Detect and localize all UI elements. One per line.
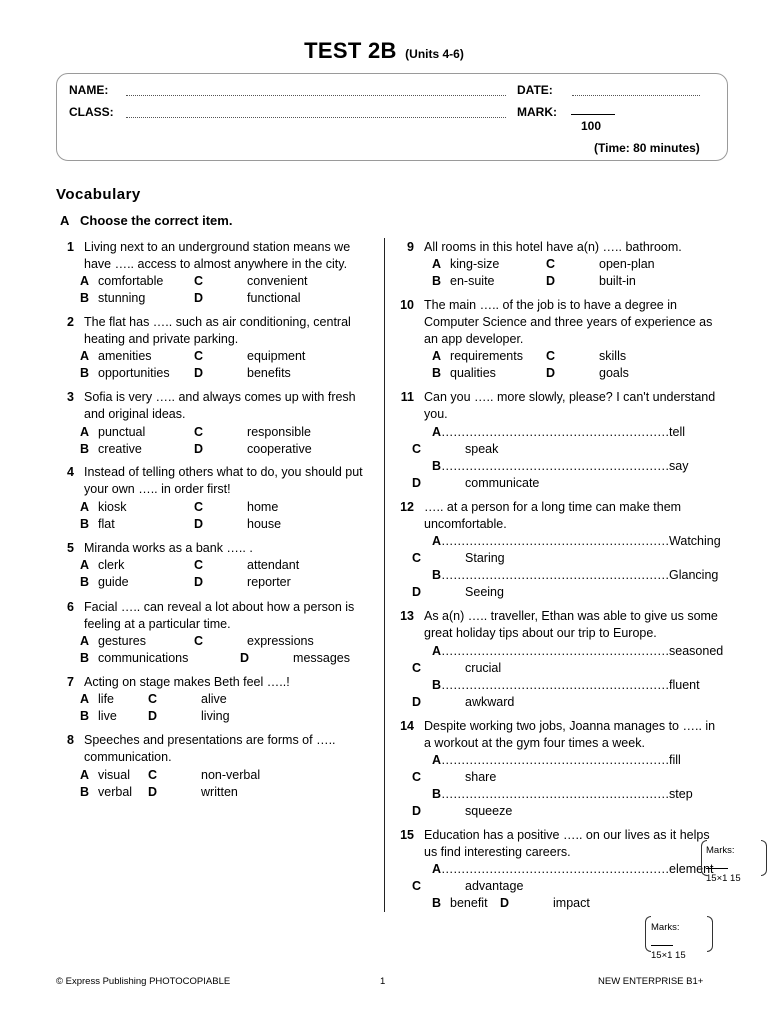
option-a[interactable] (432, 752, 681, 769)
question-number: 6 (67, 600, 74, 614)
option-text: skills (599, 349, 627, 363)
option-letter: C (148, 692, 158, 706)
option-letter: B (432, 459, 442, 473)
question-3 (60, 389, 370, 423)
option-b[interactable] (80, 441, 142, 458)
question-7 (60, 674, 370, 691)
option-a[interactable] (432, 643, 723, 660)
option-letter: B (80, 291, 90, 305)
question-number: 10 (400, 298, 414, 312)
option-text: functional (247, 291, 301, 305)
question-number: 1 (67, 240, 74, 254)
option-b[interactable] (80, 574, 129, 591)
option-text: requirements (450, 349, 523, 363)
option-text: say (669, 459, 689, 473)
option-c[interactable] (546, 256, 655, 273)
option-text: home (247, 500, 279, 514)
option-d[interactable] (412, 803, 512, 820)
option-letter: B (432, 787, 442, 801)
option-letter: A (432, 753, 442, 767)
question-stem: Instead of telling others what to do, you should put your own ….. in order first! (84, 465, 363, 496)
option-d[interactable] (148, 784, 238, 801)
option-text: Staring (465, 551, 505, 565)
option-c[interactable] (194, 633, 314, 650)
question-stem: The main ….. of the job is to have a degree in Computer Science and three years of experience as an app developer. (424, 298, 713, 346)
option-c[interactable] (546, 348, 626, 365)
time-allowed: (Time: 80 minutes) (594, 141, 700, 155)
question-stem: Facial ….. can reveal a lot about how a person is feeling at a particular time. (84, 600, 355, 631)
option-letter: B (80, 651, 90, 665)
option-c[interactable] (194, 499, 278, 516)
option-letter: D (148, 709, 158, 723)
question-number: 8 (67, 733, 74, 747)
option-letter: C (546, 257, 556, 271)
option-letter: A (80, 349, 90, 363)
option-letter: D (412, 695, 422, 709)
question-10 (400, 297, 720, 348)
option-text: creative (98, 442, 142, 456)
question-stem: Sofia is very ….. and always comes up with fresh and original ideas. (84, 390, 356, 421)
question-stem: ….. at a person for a long time can make them uncomfortable. (424, 500, 682, 531)
option-letter: C (412, 661, 422, 675)
option-text: built-in (599, 274, 636, 288)
option-c[interactable] (412, 878, 523, 895)
option-text: open-plan (599, 257, 655, 271)
option-letter: D (546, 274, 556, 288)
option-text: communicate (465, 476, 540, 490)
option-d[interactable] (194, 516, 281, 533)
name-label: NAME: (69, 83, 109, 97)
option-b[interactable] (432, 365, 496, 382)
option-text: benefits (247, 366, 291, 380)
option-text: convenient (247, 274, 308, 288)
option-b[interactable] (80, 708, 117, 725)
option-text: Watching (669, 534, 721, 548)
option-text: step (669, 787, 693, 801)
option-c[interactable] (412, 769, 496, 786)
question-stem: Education has a positive ….. on our lives as it helps us find interesting careers. (424, 828, 710, 859)
footer-page-number: 1 (380, 976, 386, 987)
date-label: DATE: (517, 83, 553, 97)
option-letter: A (80, 274, 90, 288)
option-text: cooperative (247, 442, 312, 456)
dot-leader: ………………………………………………… (441, 753, 670, 767)
option-c[interactable] (412, 441, 498, 458)
option-text: reporter (247, 575, 291, 589)
option-text: living (201, 709, 230, 723)
instruction-text: Choose the correct item. (80, 213, 233, 228)
option-letter: A (432, 534, 442, 548)
question-stem: Can you ….. more slowly, please? I can't understand you. (424, 390, 716, 421)
option-text: amenities (98, 349, 152, 363)
option-letter: D (412, 804, 422, 818)
option-c[interactable] (194, 424, 311, 441)
footer-book-title: NEW ENTERPRISE B1+ (598, 976, 704, 987)
option-letter: D (194, 575, 204, 589)
question-13 (400, 608, 720, 642)
option-letter: A (80, 692, 90, 706)
question-number: 3 (67, 390, 74, 404)
option-text: squeeze (465, 804, 513, 818)
dot-leader: ………………………………………………… (441, 534, 670, 548)
option-b[interactable] (432, 677, 700, 694)
question-stem: All rooms in this hotel have a(n) ….. bathroom. (424, 240, 682, 254)
option-letter: B (80, 709, 90, 723)
option-text: life (98, 692, 115, 706)
option-a[interactable] (80, 557, 124, 574)
date-field[interactable] (572, 95, 700, 96)
option-a[interactable] (432, 256, 499, 273)
option-a[interactable] (80, 633, 146, 650)
option-text: written (201, 785, 238, 799)
option-letter: D (546, 366, 556, 380)
option-text: kiosk (98, 500, 127, 514)
class-field[interactable] (126, 117, 506, 118)
question-number: 13 (400, 609, 414, 623)
option-letter: C (194, 425, 204, 439)
option-text: messages (293, 651, 351, 665)
option-letter: A (432, 257, 442, 271)
question-9 (400, 239, 720, 256)
option-letter: D (500, 896, 510, 910)
option-d[interactable] (194, 441, 312, 458)
option-d[interactable] (546, 365, 629, 382)
question-stem: Miranda works as a bank ….. . (84, 541, 253, 555)
option-letter: D (194, 291, 204, 305)
question-15 (400, 827, 720, 861)
option-letter: A (80, 500, 90, 514)
option-b[interactable] (432, 273, 495, 290)
option-letter: B (432, 366, 442, 380)
dot-leader: ………………………………………………… (441, 568, 670, 582)
question-14 (400, 718, 720, 752)
option-a[interactable] (80, 348, 152, 365)
option-text: impact (553, 896, 590, 910)
option-letter: C (194, 500, 204, 514)
option-letter: C (148, 768, 158, 782)
option-letter: C (194, 274, 204, 288)
option-letter: C (412, 442, 422, 456)
option-letter: A (80, 425, 90, 439)
question-stem: Speeches and presentations are forms of ….. communication. (84, 733, 336, 764)
question-11 (400, 389, 720, 423)
marks-score-right: 15×1 15 (706, 873, 741, 884)
option-text: advantage (465, 879, 524, 893)
option-letter: C (194, 349, 204, 363)
option-c[interactable] (412, 550, 505, 567)
option-text: responsible (247, 425, 311, 439)
option-d[interactable] (194, 290, 301, 307)
question-stem: Living next to an underground station means we have ….. access to almost anywhere in the city. (84, 240, 351, 271)
option-b[interactable] (432, 458, 688, 475)
option-text: opportunities (98, 366, 170, 380)
option-letter: A (432, 644, 442, 658)
option-text: stunning (98, 291, 146, 305)
option-d[interactable] (148, 708, 230, 725)
option-letter: C (194, 558, 204, 572)
option-text: en-suite (450, 274, 495, 288)
dot-leader: ………………………………………………… (441, 787, 670, 801)
option-letter: C (412, 879, 422, 893)
option-text: non-verbal (201, 768, 261, 782)
marks-fraction-line (706, 868, 728, 869)
option-text: punctual (98, 425, 146, 439)
option-letter: B (432, 274, 442, 288)
question-8 (60, 732, 370, 766)
option-text: alive (201, 692, 227, 706)
option-letter: C (194, 634, 204, 648)
dot-leader: ………………………………………………… (441, 678, 670, 692)
option-letter: B (432, 896, 442, 910)
question-number: 2 (67, 315, 74, 329)
option-c[interactable] (194, 557, 299, 574)
test-units: (Units 4-6) (405, 47, 464, 61)
option-b[interactable] (80, 290, 145, 307)
option-a[interactable] (80, 273, 163, 290)
option-d[interactable] (412, 694, 514, 711)
question-5 (60, 540, 370, 557)
option-letter: D (194, 442, 204, 456)
option-text: live (98, 709, 117, 723)
option-c[interactable] (148, 767, 260, 784)
question-4 (60, 464, 370, 498)
option-text: king-size (450, 257, 500, 271)
option-text: clerk (98, 558, 125, 572)
option-letter: A (80, 768, 90, 782)
option-d[interactable] (412, 584, 504, 601)
option-text: awkward (465, 695, 515, 709)
test-title (0, 38, 768, 64)
option-letter: C (546, 349, 556, 363)
option-text: crucial (465, 661, 502, 675)
option-letter: A (432, 862, 442, 876)
marks-label-right: Marks: (706, 845, 735, 856)
option-b[interactable] (432, 567, 718, 584)
mark-label: MARK: (517, 105, 557, 119)
option-text: seasoned (669, 644, 724, 658)
option-text: qualities (450, 366, 496, 380)
question-1 (60, 239, 370, 273)
option-letter: B (80, 517, 90, 531)
option-d[interactable] (546, 273, 636, 290)
question-number: 5 (67, 541, 74, 555)
option-a[interactable] (80, 499, 127, 516)
class-label: CLASS: (69, 105, 114, 119)
option-text: Glancing (669, 568, 719, 582)
dot-leader: ………………………………………………… (441, 644, 670, 658)
question-number: 11 (400, 390, 414, 404)
option-a[interactable] (80, 424, 145, 441)
column-divider (384, 238, 385, 912)
option-d[interactable] (194, 574, 291, 591)
option-a[interactable] (432, 533, 721, 550)
option-letter: A (432, 425, 442, 439)
option-d[interactable] (240, 650, 350, 667)
question-stem: As a(n) ….. traveller, Ethan was able to give us some great holiday tips about our trip to Europe. (424, 609, 718, 640)
option-text: communications (98, 651, 189, 665)
section-heading: Vocabulary (56, 186, 141, 203)
dot-leader: ………………………………………………… (441, 425, 670, 439)
option-letter: B (80, 442, 90, 456)
option-b[interactable] (432, 895, 488, 912)
question-number: 9 (407, 240, 414, 254)
option-text: goals (599, 366, 629, 380)
option-text: share (465, 770, 497, 784)
mark-total: 100 (581, 119, 602, 133)
option-letter: A (80, 634, 90, 648)
question-stem: Acting on stage makes Beth feel …..! (84, 675, 290, 689)
marks-label-bottom: Marks: (651, 922, 680, 933)
question-number: 15 (400, 828, 414, 842)
option-text: speak (465, 442, 499, 456)
question-number: 7 (67, 675, 74, 689)
option-letter: A (80, 558, 90, 572)
option-text: benefit (450, 896, 488, 910)
option-d[interactable] (412, 475, 539, 492)
instruction (60, 213, 232, 228)
test-heading: TEST 2B (304, 38, 397, 63)
option-d[interactable] (194, 365, 291, 382)
option-text: fluent (669, 678, 700, 692)
option-b[interactable] (80, 365, 170, 382)
mark-fraction-line[interactable] (571, 114, 615, 115)
instruction-letter: A (60, 213, 70, 228)
option-b[interactable] (80, 516, 115, 533)
option-b[interactable] (80, 650, 188, 667)
name-field[interactable] (126, 95, 506, 96)
marks-fraction-line-2 (651, 945, 673, 946)
option-text: visual (98, 768, 130, 782)
option-text: comfortable (98, 274, 164, 288)
option-letter: B (80, 785, 90, 799)
question-6 (60, 599, 370, 633)
question-stem: The flat has ….. such as air conditioning, central heating and private parking. (84, 315, 351, 346)
option-text: house (247, 517, 282, 531)
option-text: guide (98, 575, 129, 589)
option-text: fill (669, 753, 681, 767)
option-letter: C (412, 770, 422, 784)
option-text: attendant (247, 558, 300, 572)
question-number: 12 (400, 500, 414, 514)
option-letter: D (240, 651, 250, 665)
marks-brace-right (761, 840, 767, 876)
option-text: expressions (247, 634, 314, 648)
option-letter: D (412, 585, 422, 599)
option-c[interactable] (194, 273, 308, 290)
option-letter: D (194, 517, 204, 531)
option-c[interactable] (412, 660, 501, 677)
marks-brace-right-2 (707, 916, 713, 952)
option-letter: B (432, 568, 442, 582)
option-letter: D (412, 476, 422, 490)
option-letter: B (80, 575, 90, 589)
option-a[interactable] (432, 424, 685, 441)
option-c[interactable] (194, 348, 305, 365)
option-letter: B (432, 678, 442, 692)
option-a[interactable] (432, 348, 523, 365)
marks-score-bottom: 15×1 15 (651, 950, 686, 961)
question-stem: Despite working two jobs, Joanna manages to ….. in a workout at the gym four times a week. (424, 719, 716, 750)
option-c[interactable] (148, 691, 227, 708)
question-number: 4 (67, 465, 74, 479)
option-letter: C (412, 551, 422, 565)
option-letter: D (148, 785, 158, 799)
option-text: element (669, 862, 714, 876)
option-letter: A (432, 349, 442, 363)
option-text: equipment (247, 349, 306, 363)
option-text: gestures (98, 634, 146, 648)
question-2 (60, 314, 370, 348)
option-text: Seeing (465, 585, 504, 599)
option-text: verbal (98, 785, 133, 799)
option-a[interactable] (80, 767, 130, 784)
option-letter: B (80, 366, 90, 380)
option-b[interactable] (432, 786, 693, 803)
footer-copyright: © Express Publishing PHOTOCOPIABLE (56, 976, 231, 987)
option-a[interactable] (432, 861, 714, 878)
dot-leader: ………………………………………………… (441, 459, 670, 473)
option-text: flat (98, 517, 115, 531)
dot-leader: ………………………………………………… (441, 862, 670, 876)
option-a[interactable] (80, 691, 114, 708)
question-12 (400, 499, 720, 533)
option-letter: D (194, 366, 204, 380)
question-number: 14 (400, 719, 414, 733)
option-b[interactable] (80, 784, 132, 801)
option-text: tell (669, 425, 686, 439)
option-d[interactable] (500, 895, 590, 912)
